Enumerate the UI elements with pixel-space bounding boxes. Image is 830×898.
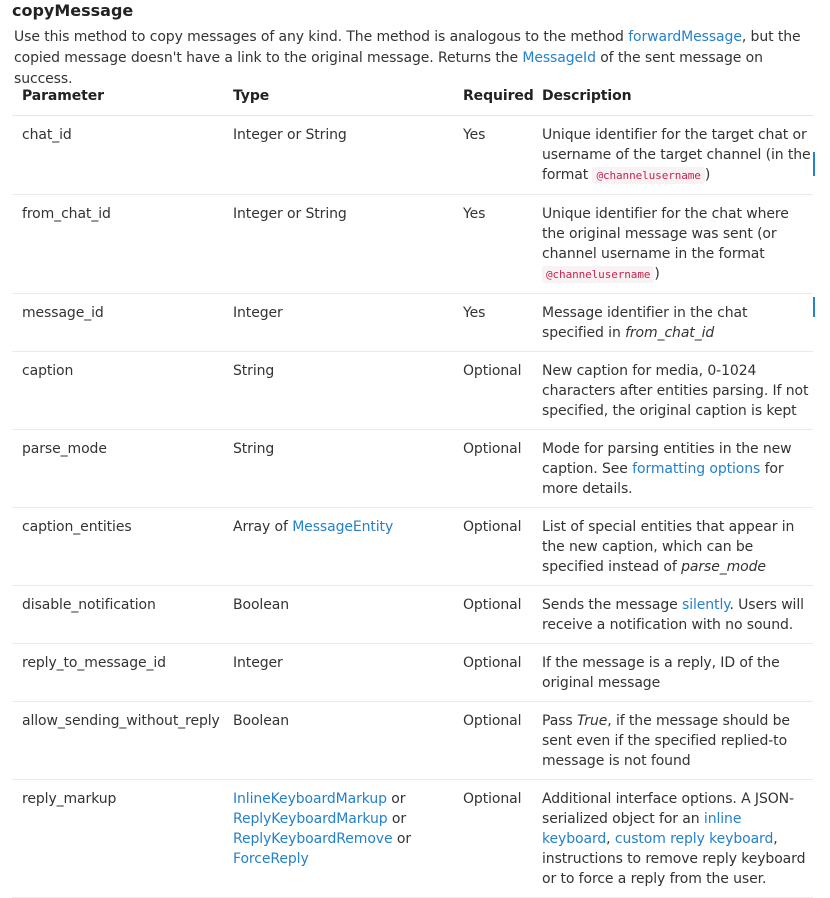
param-required: Optional <box>453 780 532 898</box>
param-type <box>223 508 453 586</box>
param-description <box>532 508 813 586</box>
inline-code: @channelusername <box>542 266 654 283</box>
param-required: Optional <box>453 430 532 508</box>
param-description <box>532 352 813 430</box>
type-separator: or <box>386 791 406 807</box>
param-required: Optional <box>453 586 532 644</box>
desc-emphasis: True <box>576 713 608 729</box>
header-required: Required <box>453 77 532 116</box>
parameters-table <box>12 77 813 898</box>
param-name: reply_markup <box>12 780 223 898</box>
param-type: Integer <box>223 644 453 702</box>
param-required: Yes <box>453 195 532 294</box>
formatting-options-link[interactable]: formatting options <box>632 461 761 477</box>
type-separator: or <box>392 831 411 847</box>
param-type: Integer or String <box>223 195 453 294</box>
param-required: Yes <box>453 116 532 195</box>
param-description <box>532 116 813 195</box>
inline-keyboard-link[interactable]: inline keyboard <box>542 811 742 847</box>
scroll-marker <box>813 297 815 317</box>
table-row <box>12 644 813 702</box>
header-type: Type <box>223 77 453 116</box>
scroll-marker <box>813 152 815 176</box>
desc-text: . Users will receive a notification with no sound. <box>542 597 804 633</box>
type-text: Array of <box>233 519 293 535</box>
intro-text-1: Use this method to copy messages of any kind. The method is analogous to the method <box>14 29 629 45</box>
method-title: copyMessage <box>12 1 134 20</box>
desc-text: Pass <box>542 713 577 729</box>
param-type: String <box>223 352 453 430</box>
desc-text: , <box>606 831 615 847</box>
param-required: Yes <box>453 294 532 352</box>
table-row <box>12 430 813 508</box>
inline-code: @channelusername <box>592 167 704 184</box>
param-description <box>532 702 813 780</box>
desc-text: ) <box>704 167 711 183</box>
desc-text: Sends the message <box>542 597 682 613</box>
param-name: caption <box>12 352 223 430</box>
param-type: Integer or String <box>223 116 453 195</box>
table-row <box>12 586 813 644</box>
param-name: message_id <box>12 294 223 352</box>
desc-emphasis: from_chat_id <box>625 325 715 341</box>
param-required: Optional <box>453 352 532 430</box>
reply-keyboard-remove-link[interactable]: ReplyKeyboardRemove <box>233 831 393 847</box>
desc-text: Unique identifier for the chat where the original message was sent (or channel username in the format <box>542 206 789 262</box>
param-name: reply_to_message_id <box>12 644 223 702</box>
param-description <box>532 294 813 352</box>
param-name: parse_mode <box>12 430 223 508</box>
param-description <box>532 780 813 898</box>
header-parameter: Parameter <box>12 77 223 116</box>
header-description: Description <box>532 77 813 116</box>
table-row <box>12 195 813 294</box>
param-description <box>532 586 813 644</box>
param-name: allow_sending_without_reply <box>12 702 223 780</box>
desc-text: Additional interface options. A JSON-serialized object for an <box>542 791 794 827</box>
desc-text: Mode for parsing entities in the new caption. See <box>542 441 792 477</box>
param-name: caption_entities <box>12 508 223 586</box>
param-description <box>532 430 813 508</box>
desc-text: If the message is a reply, ID of the original message <box>542 655 780 691</box>
param-type: Boolean <box>223 702 453 780</box>
reply-keyboard-markup-link[interactable]: ReplyKeyboardMarkup <box>233 811 388 827</box>
table-row <box>12 702 813 780</box>
param-required: Optional <box>453 508 532 586</box>
param-type: Integer <box>223 294 453 352</box>
desc-text: New caption for media, 0-1024 characters after entities parsing. If not specified, the original caption is kept <box>542 363 809 419</box>
desc-text: ) <box>654 266 660 282</box>
message-id-link[interactable]: MessageId <box>522 50 596 66</box>
message-entity-link[interactable]: MessageEntity <box>292 519 394 535</box>
param-type <box>223 780 453 898</box>
silently-link[interactable]: silently <box>682 597 730 613</box>
table-row <box>12 116 813 195</box>
custom-reply-keyboard-link[interactable]: custom reply keyboard <box>614 831 774 847</box>
desc-text: , if the message should be sent even if the specified replied-to message is not found <box>542 713 790 769</box>
desc-emphasis: parse_mode <box>681 559 766 575</box>
desc-text: Message identifier in the chat specified in <box>542 305 748 341</box>
table-row <box>12 294 813 352</box>
param-name: from_chat_id <box>12 195 223 294</box>
desc-text: List of special entities that appear in the new caption, which can be specified instead of <box>542 519 795 575</box>
table-row <box>12 352 813 430</box>
forward-message-link[interactable]: forwardMessage <box>628 29 742 45</box>
param-required: Optional <box>453 702 532 780</box>
force-reply-link[interactable]: ForceReply <box>233 851 309 867</box>
intro-text-3: of the sent message on success. <box>14 50 763 87</box>
type-separator: or <box>387 811 407 827</box>
table-row <box>12 780 813 898</box>
table-row <box>12 508 813 586</box>
param-description <box>532 644 813 702</box>
param-name: disable_notification <box>12 586 223 644</box>
param-type: Boolean <box>223 586 453 644</box>
desc-text: Unique identifier for the target chat or username of the target channel (in the format <box>542 127 811 183</box>
desc-text: for more details. <box>542 461 784 497</box>
inline-keyboard-markup-link[interactable]: InlineKeyboardMarkup <box>233 791 387 807</box>
intro-text-2: , but the copied message doesn't have a link to the original message. Returns the <box>14 29 801 66</box>
param-type: String <box>223 430 453 508</box>
table-header-row <box>12 77 813 116</box>
param-description <box>532 195 813 294</box>
param-required: Optional <box>453 644 532 702</box>
param-name: chat_id <box>12 116 223 195</box>
desc-text: , instructions to remove reply keyboard or to force a reply from the user. <box>542 831 806 887</box>
